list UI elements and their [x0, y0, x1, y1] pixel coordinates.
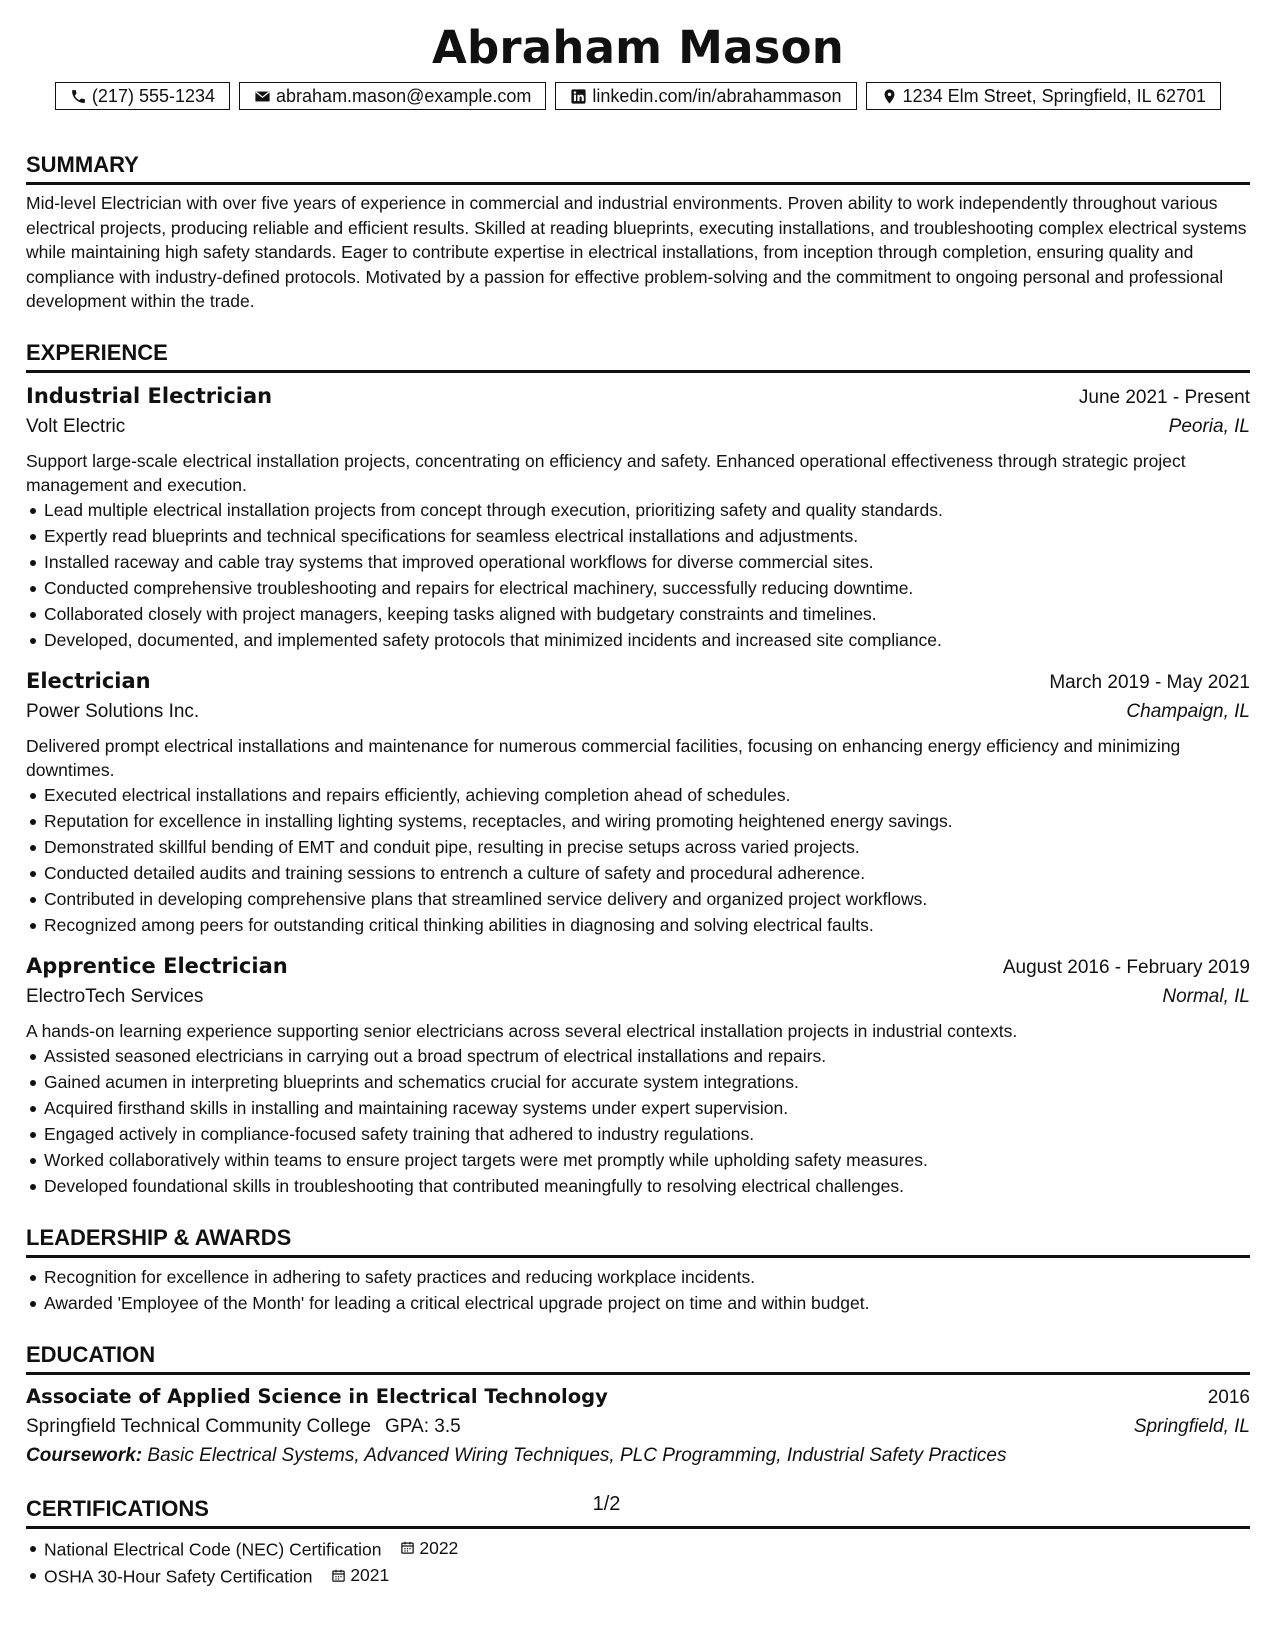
list-item: Recognition for excellence in adhering to safety practices and reducing workplace incidents. [44, 1264, 1250, 1290]
graduation-year: 2016 [1207, 1386, 1250, 1408]
section-title-summary: SUMMARY [26, 152, 1250, 185]
contact-address[interactable] [866, 82, 1222, 110]
linkedin-icon [570, 88, 587, 105]
certifications-list [26, 1535, 1250, 1590]
job-title: Electrician [26, 668, 151, 693]
cert-year: 2022 [419, 1537, 459, 1558]
job-description: A hands-on learning experience supporting senior electricians across several electrical installation projects in industrial contexts. [26, 1020, 1018, 1041]
job-dates: August 2016 - February 2019 [1002, 956, 1250, 978]
awards-list [26, 1264, 1250, 1316]
job-description: Delivered prompt electrical installations and maintenance for numerous commercial facilities, focusing on enhancing energy efficiency and minimizing downtimes. [26, 735, 1181, 780]
job-description: Support large-scale electrical installation projects, concentrating on efficiency and safety. Enhanced operational effectiveness through strategic project management and execution. [26, 450, 1186, 495]
job-entry [26, 667, 1250, 938]
list-item: Recognized among peers for outstanding critical thinking abilities in diagnosing and solving electrical faults. [44, 912, 1250, 938]
candidate-name: Abraham Mason [431, 21, 845, 74]
job-bullets [26, 1043, 1250, 1199]
envelope-icon [254, 88, 271, 105]
contact-bar [26, 82, 1250, 110]
list-item: Demonstrated skillful bending of EMT and conduit pipe, resulting in precise setups across varied projects. [44, 834, 1250, 860]
education-entry [26, 1383, 1250, 1470]
list-item: Reputation for excellence in installing lighting systems, receptacles, and wiring promoting heightened energy savings. [44, 808, 1250, 834]
job-dates: March 2019 - May 2021 [1049, 671, 1250, 693]
section-title-education: EDUCATION [26, 1342, 1250, 1375]
job-title: Apprentice Electrician [26, 953, 288, 978]
list-item: Executed electrical installations and repairs efficiently, achieving completion ahead of schedules. [44, 782, 1250, 808]
coursework-label: Coursework: [26, 1444, 143, 1466]
address-text: 1234 Elm Street, Springfield, IL 62701 [902, 85, 1207, 106]
job-location: Normal, IL [1162, 985, 1250, 1007]
job-company: Volt Electric [26, 415, 126, 437]
coursework-text: Basic Electrical Systems, Advanced Wiring Techniques, PLC Programming, Industrial Safety Practices [147, 1444, 1007, 1466]
job-bullets [26, 497, 1250, 653]
calendar-icon [400, 1540, 415, 1555]
coursework [26, 1442, 1250, 1470]
contact-email[interactable] [239, 82, 546, 110]
job-company: Power Solutions Inc. [26, 700, 200, 722]
map-marker-icon [881, 88, 898, 105]
cert-year: 2021 [350, 1565, 390, 1585]
cert-name: OSHA 30-Hour Safety Certification [44, 1566, 313, 1587]
list-item: Worked collaboratively within teams to ensure project targets were met promptly while upholding safety measures. [44, 1147, 1250, 1173]
section-title-experience: EXPERIENCE [26, 340, 1250, 373]
job-entry [26, 952, 1250, 1199]
job-entry [26, 382, 1250, 653]
list-item: Expertly read blueprints and technical specifications for seamless electrical installations and adjustments. [44, 523, 1250, 549]
job-company: ElectroTech Services [26, 985, 204, 1007]
degree: Associate of Applied Science in Electrical Technology [26, 1384, 608, 1408]
school-location: Springfield, IL [1133, 1415, 1250, 1437]
page-number: 1/2 [592, 1493, 621, 1515]
job-bullets [26, 782, 1250, 938]
calendar-icon [331, 1568, 346, 1583]
list-item [44, 1562, 1250, 1590]
list-item: Acquired firsthand skills in installing and maintaining raceway systems under expert supervision. [44, 1095, 1250, 1121]
list-item [44, 1535, 1250, 1563]
cert-name: National Electrical Code (NEC) Certification [44, 1539, 382, 1559]
contact-linkedin[interactable] [555, 82, 856, 110]
list-item: Assisted seasoned electricians in carrying out a broad spectrum of electrical installations and repairs. [44, 1043, 1250, 1069]
list-item: Developed, documented, and implemented safety protocols that minimized incidents and increased site compliance. [44, 627, 1250, 653]
list-item: Gained acumen in interpreting blueprints and schematics crucial for accurate system integrations. [44, 1069, 1250, 1095]
list-item: Contributed in developing comprehensive plans that streamlined service delivery and organized project workflows. [44, 886, 1250, 912]
email-text: abraham.mason@example.com [276, 85, 532, 106]
list-item: Developed foundational skills in troubleshooting that contributed meaningfully to resolving electrical challenges. [44, 1173, 1250, 1199]
list-item: Conducted detailed audits and training sessions to entrench a culture of safety and procedural adherence. [44, 860, 1250, 886]
gpa: GPA: 3.5 [385, 1415, 461, 1437]
job-dates: June 2021 - Present [1078, 386, 1250, 408]
list-item: Conducted comprehensive troubleshooting and repairs for electrical machinery, successfully reducing downtime. [44, 575, 1250, 601]
list-item: Collaborated closely with project managers, keeping tasks aligned with budgetary constraints and timelines. [44, 601, 1250, 627]
list-item: Engaged actively in compliance-focused safety training that adhered to industry regulations. [44, 1121, 1250, 1147]
list-item: Lead multiple electrical installation projects from concept through execution, prioritizing safety and quality standards. [44, 497, 1250, 523]
linkedin-text: linkedin.com/in/abrahammason [592, 85, 842, 106]
summary-text: Mid-level Electrician with over five years of experience in commercial and industrial environments. Proven ability to work independently throughout various electrical projects, producing reliable and efficient results. Skilled at reading blueprints, executing installations, and troubleshooting complex electrical systems while maintaining high safety standards. Eager to contribute expertise in electrical installations, from inception through completion, ensuring quality and compliance with industry-defined protocols. Motivated by a passion for effective problem-solving and the commitment to ongoing personal and professional development within the trade. [26, 193, 1247, 311]
phone-text: (217) 555-1234 [91, 85, 216, 106]
job-location: Champaign, IL [1126, 700, 1250, 722]
phone-icon [70, 88, 87, 105]
contact-phone[interactable] [55, 82, 230, 110]
section-title-leadership: LEADERSHIP & AWARDS [26, 1225, 1250, 1258]
section-title-certifications: CERTIFICATIONS [26, 1496, 1250, 1529]
job-title: Industrial Electrician [26, 383, 273, 408]
list-item: Installed raceway and cable tray systems that improved operational workflows for diverse commercial sites. [44, 549, 1250, 575]
school-name: Springfield Technical Community College [26, 1415, 371, 1437]
job-location: Peoria, IL [1168, 415, 1250, 437]
list-item: Awarded 'Employee of the Month' for leading a critical electrical upgrade project on time and within budget. [44, 1290, 1250, 1316]
